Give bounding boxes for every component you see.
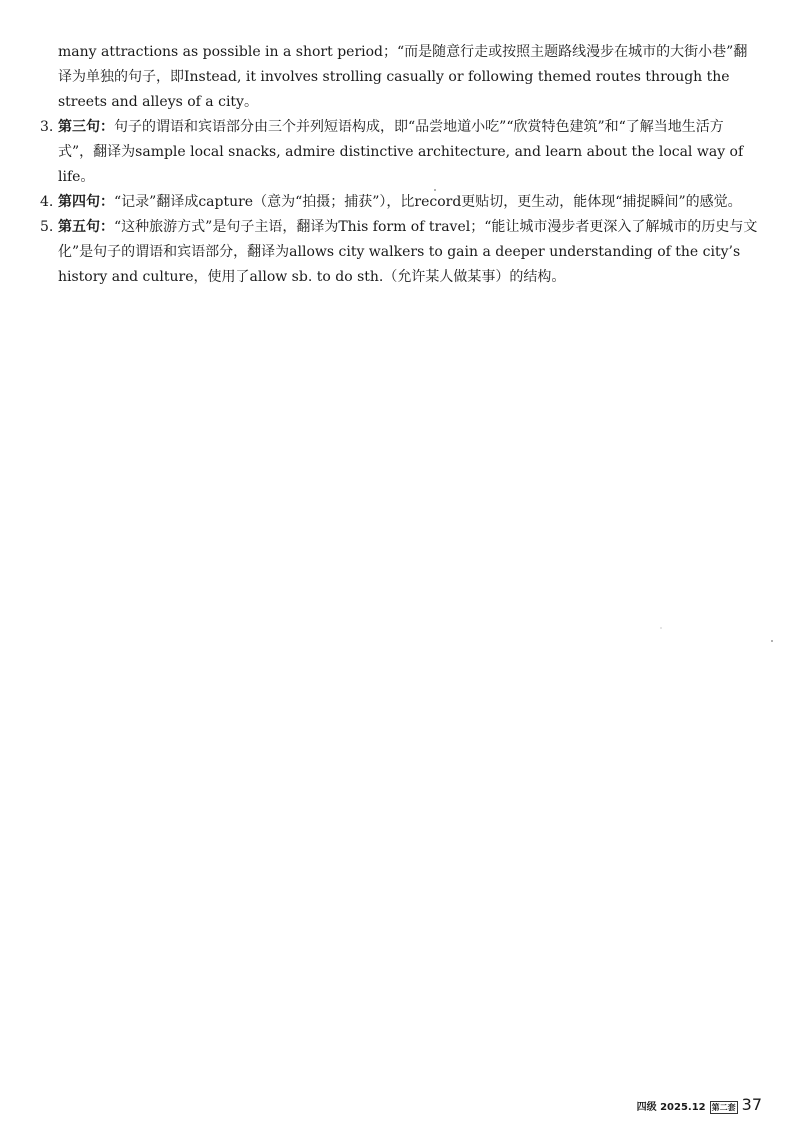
- item-number: 4.: [40, 194, 54, 210]
- issue-label: 四级 2025.12: [636, 1102, 706, 1113]
- item-label: 第五句：: [58, 219, 114, 235]
- item-label: 第三句：: [58, 119, 114, 135]
- scan-speck: [660, 627, 662, 629]
- scan-speck: [434, 189, 436, 191]
- item-text: “这种旅游方式”是句子主语，翻译为This form of travel；“能让城市漫步者更深入了解城市的历史与文化”是句子的谓语和宾语部分，翻译为allows city walkers to gain a deeper understanding of the city’s history and culture，使用了allow sb. to do sth.（允许某人做某事）的结构。: [58, 219, 758, 285]
- list-item-4: [40, 190, 758, 215]
- document-body: [40, 40, 758, 290]
- set-badge: 第二套: [711, 1103, 736, 1112]
- item-number: 5.: [40, 219, 54, 235]
- item-number: 3.: [40, 119, 54, 135]
- list-item-3: [40, 115, 758, 190]
- scan-speck: [771, 640, 773, 642]
- page-number: 37: [741, 1095, 762, 1114]
- intro-paragraph: many attractions as possible in a short period；“而是随意行走或按照主题路线漫步在城市的大街小巷”翻译为单独的句子，即Instead, it involves strolling casually or following themed routes through the streets and alleys of a city。: [58, 44, 748, 110]
- page-footer: [637, 1095, 762, 1114]
- item-label: 第四句：: [58, 194, 114, 210]
- item-text: “记录”翻译成capture（意为“拍摄；捕获”），比record更贴切，更生动，能体现“捕捉瞬间”的感觉。: [114, 194, 742, 210]
- item-text: 句子的谓语和宾语部分由三个并列短语构成，即“品尝地道小吃”“欣赏特色建筑”和“了解当地生活方式”，翻译为sample local snacks, admire distinctive architecture, and learn about the local way of life。: [58, 119, 744, 185]
- list-item-5: [40, 215, 758, 290]
